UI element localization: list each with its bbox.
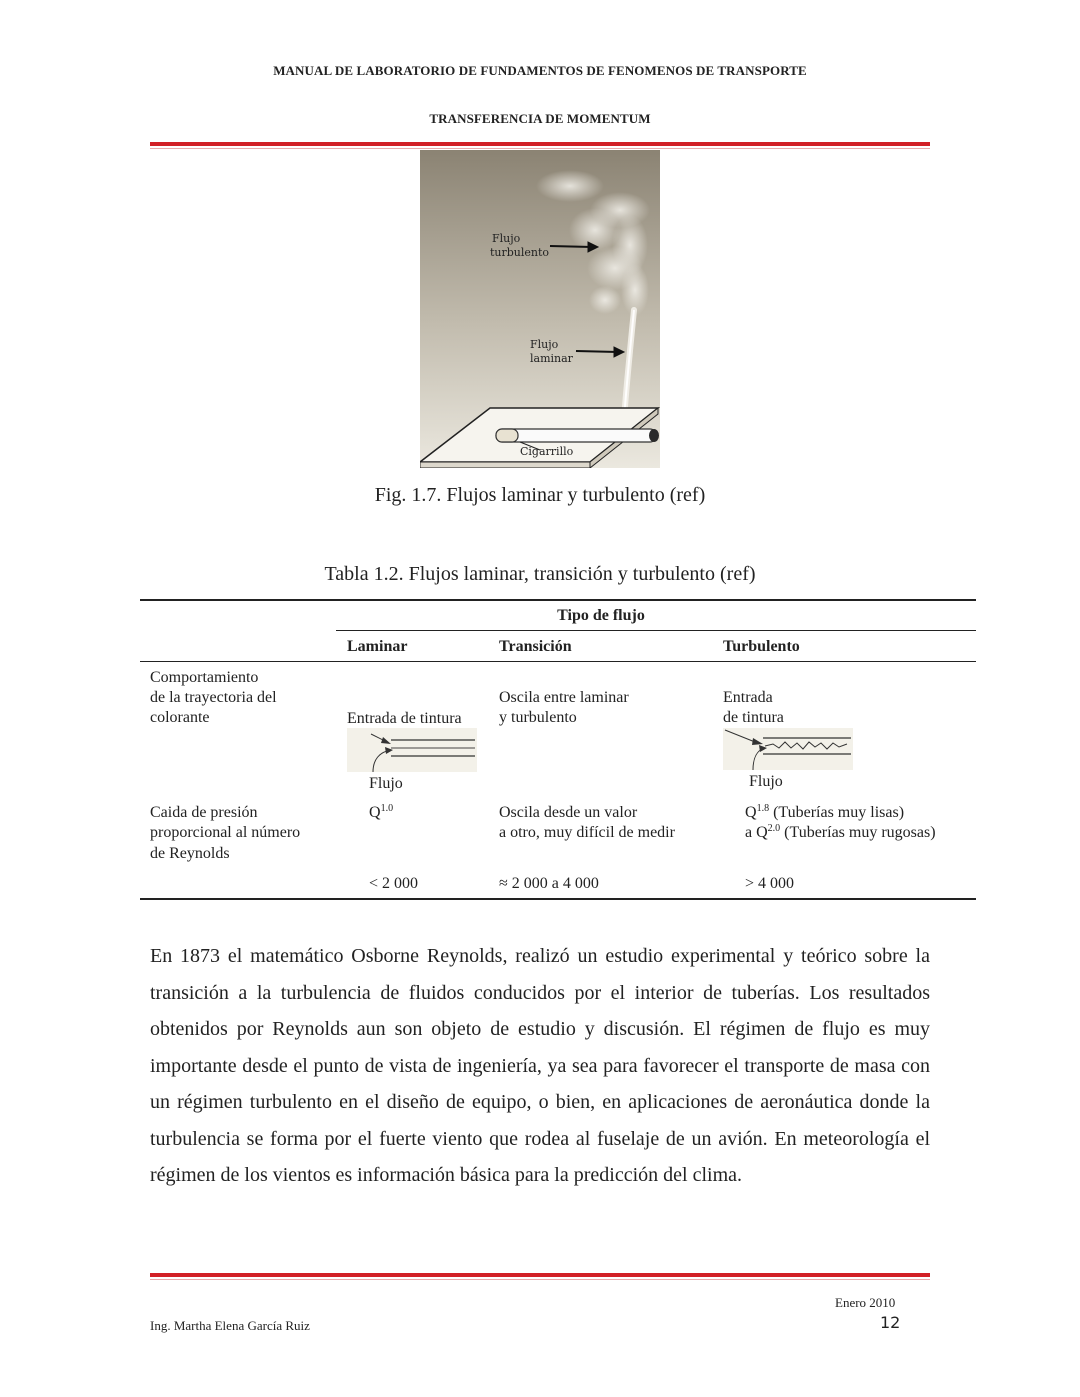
column-header-turbulent: Turbulento <box>723 638 800 655</box>
row1-turbulent-flow-label: Flujo <box>749 773 783 790</box>
footer-divider-thin <box>150 1279 930 1280</box>
row2-turbulent-line2: a $Q^{2.0}$ (Tuberías muy rugosas) <box>745 823 936 841</box>
row1-label-line3: colorante <box>150 709 210 726</box>
laminar-dye-diagram <box>347 728 477 772</box>
row3-laminar-re: < 2 000 <box>369 875 419 892</box>
row1-turbulent-line1: Entrada <box>723 689 773 706</box>
row1-laminar-flow-label: Flujo <box>369 775 403 792</box>
header-rule <box>140 661 976 662</box>
row1-transition-line2: y turbulento <box>499 709 577 726</box>
table-bottom-rule <box>140 898 976 900</box>
laminar-label-line1: Flujo <box>530 338 559 351</box>
row3-turbulent-re: > 4 000 <box>745 875 795 892</box>
body-paragraph: En 1873 el matemático Osborne Reynolds, realizó un estudio experimental y teórico sobre la transición a la turbulencia de fluidos conducidos por el interior de tuberías. Los resultados obtenidos por Reynolds aun son objeto de estudio y discusión. El régimen de flujo es muy importante desde el punto de vista de ingeniería, ya sea para favorecer el transporte de masa con un régimen turbulento en el diseño de equipo, o bien, en aplicaciones de aeronáutica donde la turbulencia se forma por el fuerte viento que rodea al fuselaje de un avión. En meteorología el régimen de los vientos es información básica para la predicción del clima. <box>150 945 930 1186</box>
footer-date: Enero 2010 <box>835 1295 896 1310</box>
row1-label-line2: de la trayectoria del <box>150 689 277 706</box>
turbulent-label-line2: turbulento <box>490 246 550 259</box>
group-header-rule <box>336 630 976 631</box>
document-title: MANUAL DE LABORATORIO DE FUNDAMENTOS DE FENOMENOS DE TRANSPORTE <box>273 63 807 78</box>
smoke-flow-figure <box>420 150 660 468</box>
page-number: 12 <box>880 1313 901 1332</box>
row2-turbulent-line1: $Q^{1.8}$ (Tuberías muy lisas) <box>745 803 905 821</box>
footer-author: Ing. Martha Elena García Ruiz <box>150 1318 310 1333</box>
row2-label-line3: de Reynolds <box>150 845 230 862</box>
header-divider-thin <box>150 148 930 149</box>
document-subtitle: TRANSFERENCIA DE MOMENTUM <box>429 111 651 126</box>
row1-label-line1: Comportamiento <box>150 669 259 686</box>
table-top-rule <box>140 599 976 601</box>
row3-transition-re: ≈ 2 000 a 4 000 <box>499 875 599 892</box>
cigarette <box>496 429 659 442</box>
footer-divider <box>150 1273 930 1277</box>
row1-transition-line1: Oscila entre laminar <box>499 689 629 706</box>
table-caption: Tabla 1.2. Flujos laminar, transición y turbulento (ref) <box>324 563 756 585</box>
figure-caption: Fig. 1.7. Flujos laminar y turbulento (ref) <box>374 484 706 506</box>
row2-label-line2: proporcional al número <box>150 824 301 841</box>
row2-transition-line1: Oscila desde un valor <box>499 804 638 821</box>
row2-laminar-value: $Q^{1.0}$ <box>369 803 394 821</box>
turbulent-dye-diagram <box>723 728 853 770</box>
column-header-transition: Transición <box>499 638 572 655</box>
row1-turbulent-line2: de tintura <box>723 709 784 726</box>
column-header-laminar: Laminar <box>347 638 408 655</box>
row1-laminar-text: Entrada de tintura <box>347 710 462 727</box>
row2-transition-line2: a otro, muy difícil de medir <box>499 824 675 841</box>
laminar-label-line2: laminar <box>530 352 573 365</box>
cigarette-label: Cigarrillo <box>520 445 574 458</box>
row2-label-line1: Caida de presión <box>150 804 258 821</box>
turbulent-label-line1: Flujo <box>492 232 521 245</box>
group-header: Tipo de flujo <box>557 607 645 624</box>
header-divider <box>150 142 930 146</box>
